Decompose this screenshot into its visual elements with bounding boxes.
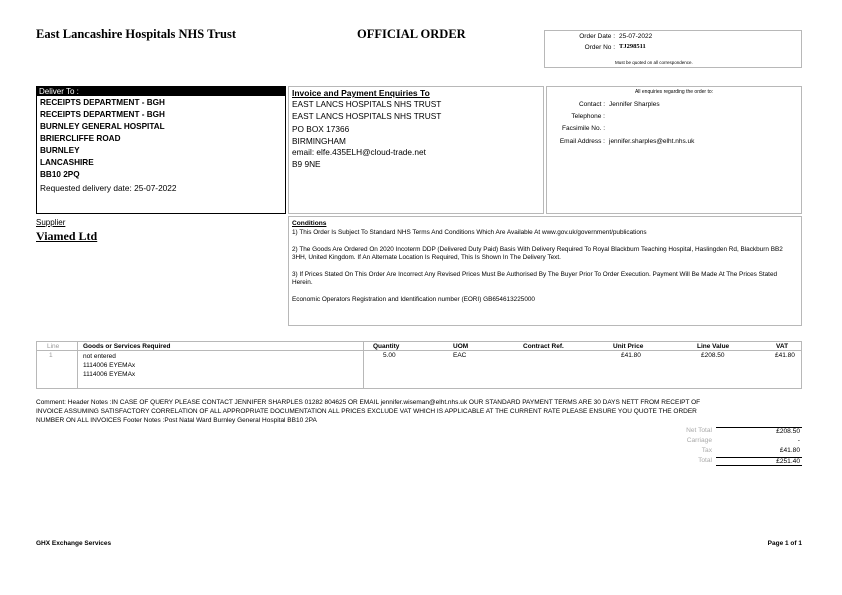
row-line-value: £208.50 (701, 352, 725, 359)
col-line-value: Line Value (697, 343, 730, 350)
col-uom: UOM (453, 343, 469, 350)
invoice-email[interactable]: email: elfe.435ELH@cloud-trade.net (292, 147, 426, 157)
col-vat: VAT (776, 343, 789, 350)
email-value[interactable]: jennifer.sharples@elht.nhs.uk (609, 138, 695, 145)
supplier-name: Viamed Ltd (36, 229, 98, 243)
enquiries-box (546, 86, 802, 214)
order-date-label: Order Date : (579, 33, 615, 40)
condition-item: 2) The Goods Are Ordered On 2020 Incoterm DDP (Delivered Duty Paid) Basis With Delivery Required To Royal Blackburn Teaching Hospital, Haslingden Rd, Blackburn BB2 3HH, United Kingdom. If An Alternate Location Is Required, This Is Shown In The Delivery Text. (292, 245, 783, 261)
invoice-box (288, 86, 544, 214)
table-row (36, 351, 802, 389)
carriage-value: - (797, 437, 800, 444)
order-info-box (544, 30, 802, 68)
deliver-line: BURNLEY (40, 146, 80, 155)
carriage-label: Carriage (686, 437, 712, 444)
deliver-to-box (36, 86, 286, 214)
invoice-line: BIRMINGHAM (292, 135, 346, 146)
invoice-line: B9 9NE (292, 158, 321, 169)
goods-line: 1114006 EYEMAx (83, 371, 136, 378)
conditions-box (288, 216, 802, 326)
fax-label: Facsimile No. : (562, 125, 605, 132)
table-header (36, 341, 802, 351)
row-unit-price: £41.80 (621, 352, 641, 359)
col-quantity: Quantity (373, 343, 400, 350)
condition-item: Economic Operators Registration and Identification number (EORI) GB654613225000 (292, 295, 535, 303)
deliver-line: RECEIPTS DEPARTMENT - BGH (40, 110, 165, 119)
document-title: OFFICIAL ORDER (357, 27, 466, 41)
quote-note: Must be quoted on all correspondence. (615, 60, 693, 65)
deliver-to-heading: Deliver To : (37, 87, 285, 96)
order-number-label: Order No : (584, 44, 615, 51)
telephone-label: Telephone : (571, 113, 605, 120)
row-line: 1 (49, 352, 53, 359)
total-value: £251.40 (716, 457, 802, 466)
condition-item: 1) This Order Is Subject To Standard NHS Terms And Conditions Which Are Available At www.gov.uk/government/publications (292, 229, 647, 236)
row-quantity: 5.00 (383, 352, 396, 359)
deliver-line: RECEIPTS DEPARTMENT - BGH (40, 98, 165, 107)
deliver-line: BURNLEY GENERAL HOSPITAL (40, 122, 165, 131)
conditions-heading: Conditions (292, 220, 327, 227)
row-vat: £41.80 (775, 352, 795, 359)
col-goods: Goods or Services Required (83, 343, 171, 350)
organisation-name: East Lancashire Hospitals NHS Trust (36, 27, 237, 41)
net-total-value: £208.50 (716, 427, 802, 435)
col-unit-price: Unit Price (613, 343, 644, 350)
footer-provider: GHX Exchange Services (36, 540, 112, 547)
goods-line: not entered (83, 353, 116, 360)
contact-label: Contact : (578, 101, 605, 108)
deliver-line: BB10 2PQ (40, 170, 80, 179)
invoice-line: EAST LANCS HOSPITALS NHS TRUST (292, 110, 442, 121)
supplier-label: Supplier (36, 218, 66, 227)
row-uom: EAC (453, 352, 467, 359)
goods-line: 1114006 EYEMAx (83, 362, 136, 369)
condition-item: 3) If Prices Stated On This Order Are Incorrect Any Revised Prices Must Be Authorised By The Buyer Prior To Order Execution. Payment Will Be Made At The Prices Stated Herein. (292, 270, 778, 286)
order-comment: Comment: Header Notes :IN CASE OF QUERY PLEASE CONTACT JENNIFER SHARPLES 01282 804625 OR EMAIL jennifer.wiseman@elht.nhs.uk OUR STANDARD PAYMENT TERMS ARE 30 DAYS NETT FROM RECEIPT OF INVOICE ASSUMING SATISFACTORY CORRELATION OF ALL APPROPRIATE DOCUMENTATION ALL PRICES EXCLUDE VAT WHICH IS APPLICABLE AT THE CURRENT RATE PLEASE ENSURE YOU QUOTE THE ORDER NUMBER ON ALL INVOICES Footer Notes :Post Natal Ward Burnley General Hospital BB10 2PA (36, 399, 701, 424)
row-goods (83, 352, 135, 379)
email-label: Email Address : (559, 138, 605, 145)
deliver-line: LANCASHIRE (40, 158, 94, 167)
deliver-line: BRIERCLIFFE ROAD (40, 134, 121, 143)
invoice-line: PO BOX 17366 (292, 124, 350, 134)
contact-value: Jennifer Sharples (609, 101, 660, 108)
total-label: Total (698, 457, 712, 464)
col-line: Line (47, 343, 60, 350)
totals-block (640, 427, 802, 467)
requested-delivery-date: Requested delivery date: 25-07-2022 (40, 183, 177, 193)
order-number-value: TJ298511 (619, 43, 646, 50)
page-number: Page 1 of 1 (767, 540, 802, 547)
col-contract: Contract Ref. (523, 343, 564, 350)
invoice-heading: Invoice and Payment Enquiries To (292, 88, 430, 98)
order-date-value: 25-07-2022 (619, 33, 653, 40)
tax-label: Tax (701, 447, 712, 454)
enquiries-note: All enquiries regarding the order to: (634, 89, 714, 95)
invoice-line: EAST LANCS HOSPITALS NHS TRUST (292, 99, 442, 109)
tax-value: £41.80 (779, 447, 800, 454)
net-total-label: Net Total (686, 427, 712, 434)
